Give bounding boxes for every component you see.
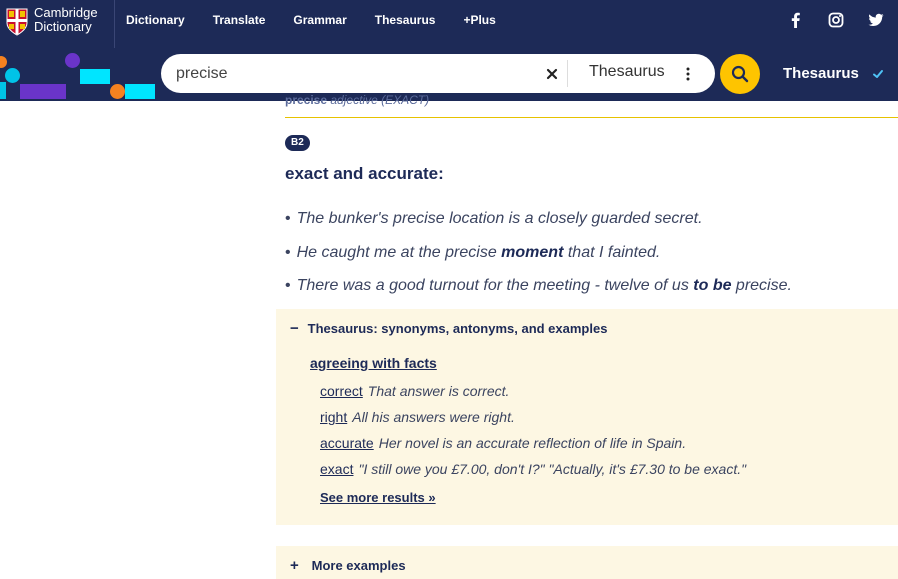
more-examples-panel — [276, 546, 898, 579]
dataset-select[interactable]: Thesaurus — [589, 63, 665, 80]
thesaurus-toggle[interactable] — [290, 320, 607, 337]
example-sentence — [285, 244, 660, 262]
bullet: • — [285, 210, 291, 227]
check-icon — [872, 68, 884, 80]
decor-shape — [0, 56, 7, 68]
nav-translate[interactable]: Translate — [212, 13, 266, 27]
search-input[interactable] — [176, 63, 536, 85]
example-text: that I fainted. — [563, 244, 661, 261]
social-links — [788, 12, 884, 28]
search-button[interactable] — [720, 54, 760, 94]
synonym-example: That answer is correct. — [367, 383, 510, 399]
facebook-icon[interactable] — [788, 12, 804, 28]
definition: exact and accurate: — [285, 164, 444, 183]
example-bold: to be — [693, 277, 732, 294]
instagram-icon[interactable] — [828, 12, 844, 28]
example-text: The bunker's precise location is a closely guarded secret. — [296, 210, 703, 227]
minus-icon: − — [290, 320, 299, 337]
example-text: precise. — [731, 277, 792, 294]
decor-shape — [65, 53, 80, 68]
headword: precise — [285, 93, 328, 107]
thesaurus-title: Thesaurus: synonyms, antonyms, and examples — [307, 321, 608, 336]
divider — [285, 117, 898, 118]
synonym-example: "I still owe you £7.00, don't I?" "Actually, it's £7.30 to be exact." — [358, 461, 747, 477]
more-vertical-icon[interactable] — [685, 66, 691, 82]
top-nav — [0, 0, 898, 48]
logo-line-2: Dictionary — [34, 19, 92, 34]
close-icon[interactable] — [545, 67, 559, 81]
example-sentence — [285, 210, 703, 228]
shield-icon — [6, 8, 28, 36]
more-examples-label: More examples — [311, 558, 406, 573]
synonym-link[interactable]: correct — [320, 383, 363, 399]
nav-thesaurus[interactable]: Thesaurus — [374, 13, 436, 27]
search-icon — [731, 65, 749, 83]
synonym-row — [320, 409, 515, 425]
thesaurus-panel — [276, 309, 898, 525]
example-text: He caught me at the precise — [296, 244, 502, 261]
decor-shape — [0, 82, 6, 99]
search-band — [0, 48, 898, 101]
divider — [567, 60, 568, 87]
example-bold: moment — [501, 244, 564, 261]
main-nav — [126, 0, 524, 40]
entry-header-partial — [285, 93, 429, 107]
decor-shape — [20, 84, 66, 99]
nav-dictionary[interactable]: Dictionary — [126, 13, 185, 27]
see-more-results-link[interactable]: See more results » — [320, 490, 436, 505]
example-sentence — [285, 277, 792, 295]
logo-line-1: Cambridge — [34, 5, 98, 20]
logo-text — [34, 6, 98, 34]
part-of-speech: adjective (EXACT) — [330, 93, 430, 107]
synonym-link[interactable]: exact — [320, 461, 354, 477]
search-box — [161, 54, 715, 93]
synonym-example: All his answers were right. — [352, 409, 515, 425]
level-badge[interactable]: B2 — [285, 135, 310, 151]
example-text: There was a good turnout for the meeting - twelve of us — [296, 277, 694, 294]
synonym-row — [320, 461, 746, 477]
synonym-row — [320, 435, 686, 451]
bullet: • — [285, 277, 291, 294]
decor-shape — [80, 69, 110, 84]
plus-icon: + — [290, 557, 299, 574]
decor-shape — [110, 84, 125, 99]
synonym-example: Her novel is an accurate reflection of life in Spain. — [378, 435, 687, 451]
synonym-row — [320, 383, 509, 399]
decor-shape — [125, 84, 155, 99]
nav-plus[interactable]: +Plus — [463, 13, 496, 27]
cambridge-logo[interactable] — [0, 0, 115, 48]
nav-grammar[interactable]: Grammar — [293, 13, 347, 27]
thesaurus-topic-link[interactable]: agreeing with facts — [310, 355, 437, 371]
synonym-link[interactable]: accurate — [320, 435, 374, 451]
twitter-icon[interactable] — [868, 12, 884, 28]
bullet: • — [285, 244, 291, 261]
synonym-link[interactable]: right — [320, 409, 348, 425]
current-dataset-label[interactable]: Thesaurus — [783, 65, 859, 82]
decor-shape — [5, 68, 20, 83]
more-examples-toggle[interactable] — [290, 557, 406, 574]
